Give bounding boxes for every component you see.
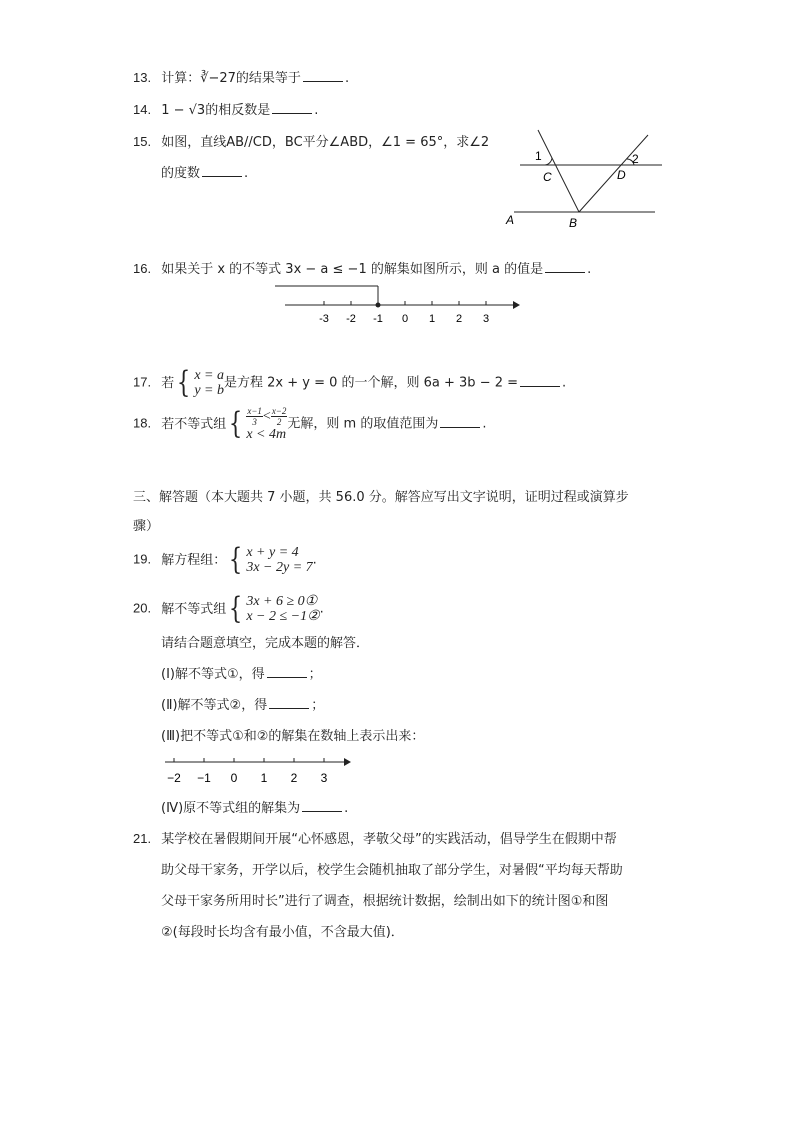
- fraction-numerator: x−2: [271, 406, 287, 416]
- inequality-system: { 3x + 6 ≥ 0① x − 2 ≤ −1②: [229, 591, 320, 626]
- label-c: C: [543, 170, 552, 184]
- axis-tick-label: -3: [319, 313, 329, 325]
- axis-tick-label: 0: [401, 313, 409, 325]
- period: .: [319, 601, 324, 617]
- question-text: 如果关于 x 的不等式 3x − a ≤ −1 的解集如图所示，则 a 的值是: [161, 262, 544, 277]
- axis-tick-label: 3: [482, 313, 490, 325]
- inequality-system: { $\frac{x-1}{3}$ < $\frac{x-2}{2}$ x < 4m: [229, 406, 287, 442]
- axis-tick-label: 1: [428, 313, 436, 325]
- question-text: 若: [161, 375, 175, 391]
- question-13: [133, 67, 349, 86]
- equation-system: { x = a y = b: [177, 365, 224, 400]
- answer-blank[interactable]: [303, 69, 343, 82]
- system-row-1: x + y = 4: [246, 545, 299, 560]
- angle-1-arc: [545, 158, 552, 165]
- system-row-2: y = b: [194, 383, 224, 398]
- question-text: 某学校在暑假期间开展“心怀感恩，孝敬父母”的实践活动，倡导学生在假期中帮: [161, 832, 617, 847]
- question-text: 1 − √3的相反数是: [161, 103, 271, 118]
- label-angle-2: 2: [632, 152, 639, 166]
- answer-blank[interactable]: [520, 374, 560, 387]
- number-line-16: [270, 280, 530, 330]
- step-text: (Ⅱ)解不等式②，得: [161, 698, 268, 713]
- question-20: [133, 591, 324, 626]
- label-b: B: [569, 216, 578, 230]
- axis-tick-label: -1: [373, 313, 383, 325]
- fraction-denominator: 2: [276, 417, 282, 427]
- question-text: 若不等式组: [161, 416, 227, 432]
- answer-blank[interactable]: [545, 260, 585, 273]
- question-17: [133, 365, 567, 400]
- question-21-line2: 助父母干家务，开学以后，校学生会随机抽取了部分学生，对暑假“平均每天帮助: [161, 863, 623, 878]
- question-14: [133, 99, 318, 118]
- question-number: 15.: [133, 134, 152, 149]
- question-20-step-2: [161, 694, 324, 713]
- label-angle-1: 1: [535, 149, 542, 163]
- answer-blank[interactable]: [202, 164, 242, 177]
- axis-tick-label: 0: [230, 771, 238, 785]
- axis-tick-label: −1: [197, 771, 211, 785]
- period: .: [562, 375, 567, 391]
- question-text: 解方程组：: [161, 552, 227, 568]
- period: .: [344, 801, 349, 816]
- question-21-line3: 父母干家务所用时长”进行了调查，根据统计数据，绘制出如下的统计图①和图: [161, 894, 609, 909]
- answer-blank[interactable]: [267, 665, 307, 678]
- question-number: 14.: [133, 102, 152, 117]
- system-row-1: x = a: [194, 368, 224, 383]
- question-text: 的度数: [161, 166, 201, 181]
- question-number: 18.: [133, 415, 152, 431]
- axis-arrow: [344, 758, 351, 766]
- question-number: 13.: [133, 70, 152, 85]
- system-row-2: x − 2 ≤ −1②: [246, 609, 320, 624]
- question-19: [133, 542, 317, 577]
- period: .: [587, 262, 592, 277]
- less-than: <: [262, 409, 271, 424]
- line-bd: [579, 135, 648, 212]
- answer-blank[interactable]: [272, 101, 312, 114]
- axis-tick-label: 1: [260, 771, 268, 785]
- section-3-heading: 三、解答题（本大题共 7 小题，共 56.0 分。解答应写出文字说明，证明过程或演算步: [133, 490, 629, 505]
- step-text: (Ⅳ)原不等式组的解集为: [161, 801, 301, 816]
- label-a: A: [506, 213, 515, 227]
- period: .: [244, 166, 249, 181]
- system-row-1: [246, 406, 287, 427]
- question-text: 解不等式组: [161, 601, 227, 617]
- period: .: [344, 71, 350, 86]
- semicolon: ；: [308, 667, 322, 682]
- question-20-instruction: 请结合题意填空，完成本题的解答．: [161, 636, 370, 651]
- question-21: [133, 828, 617, 847]
- system-row-2: 3x − 2y = 7: [246, 560, 313, 575]
- question-20-step-3: (Ⅲ)把不等式①和②的解集在数轴上表示出来：: [161, 729, 425, 744]
- question-number: 16.: [133, 261, 152, 276]
- axis-tick-label: 2: [455, 313, 463, 325]
- period: .: [314, 103, 319, 118]
- question-number: 17.: [133, 374, 152, 390]
- question-20-step-1: [161, 663, 322, 682]
- question-text: 如图，直线AB//CD，BC平分∠ABD，∠1 = 65°，求∠2: [161, 135, 490, 150]
- label-d: D: [617, 168, 626, 182]
- parallel-lines-figure: [500, 125, 670, 235]
- axis-tick-label: 2: [290, 771, 298, 785]
- system-row-1: 3x + 6 ≥ 0①: [246, 594, 318, 609]
- question-15-line2: [161, 162, 248, 181]
- axis-tick-label: 3: [320, 771, 328, 785]
- question-text: 是方程 2x + y = 0 的一个解，则 6a + 3b − 2 =: [224, 375, 519, 391]
- question-18: [133, 406, 486, 442]
- answer-blank[interactable]: [269, 696, 309, 709]
- answer-blank[interactable]: [440, 415, 480, 428]
- axis-tick-label: -2: [346, 313, 356, 325]
- period: .: [482, 416, 487, 432]
- question-number: 19.: [133, 551, 152, 567]
- axis-tick-label: −2: [167, 771, 181, 785]
- semicolon: ；: [311, 698, 325, 713]
- system-row-2: x < 4m: [246, 427, 287, 442]
- period: .: [312, 552, 317, 568]
- number-line-20: [160, 752, 360, 786]
- fraction-denominator: 3: [252, 417, 257, 427]
- question-15: [133, 131, 489, 150]
- answer-blank[interactable]: [302, 799, 342, 812]
- axis-arrow: [513, 301, 520, 309]
- question-text: 无解，则 m 的取值范围为: [287, 416, 439, 432]
- equation-system: { x + y = 4 3x − 2y = 7: [229, 542, 313, 577]
- question-21-line4: ②(每段时长均含有最小值，不含最大值)．: [161, 925, 404, 940]
- question-text: 计算：∛−27的结果等于: [161, 71, 301, 86]
- step-text: (Ⅰ)解不等式①，得: [161, 667, 265, 682]
- question-20-step-4: [161, 797, 348, 816]
- question-number: 21.: [133, 831, 152, 846]
- question-number: 20.: [133, 600, 152, 616]
- section-3-heading-line2: 骤）: [133, 519, 160, 534]
- question-16: [133, 258, 591, 277]
- fraction-numerator: x−1: [247, 406, 262, 416]
